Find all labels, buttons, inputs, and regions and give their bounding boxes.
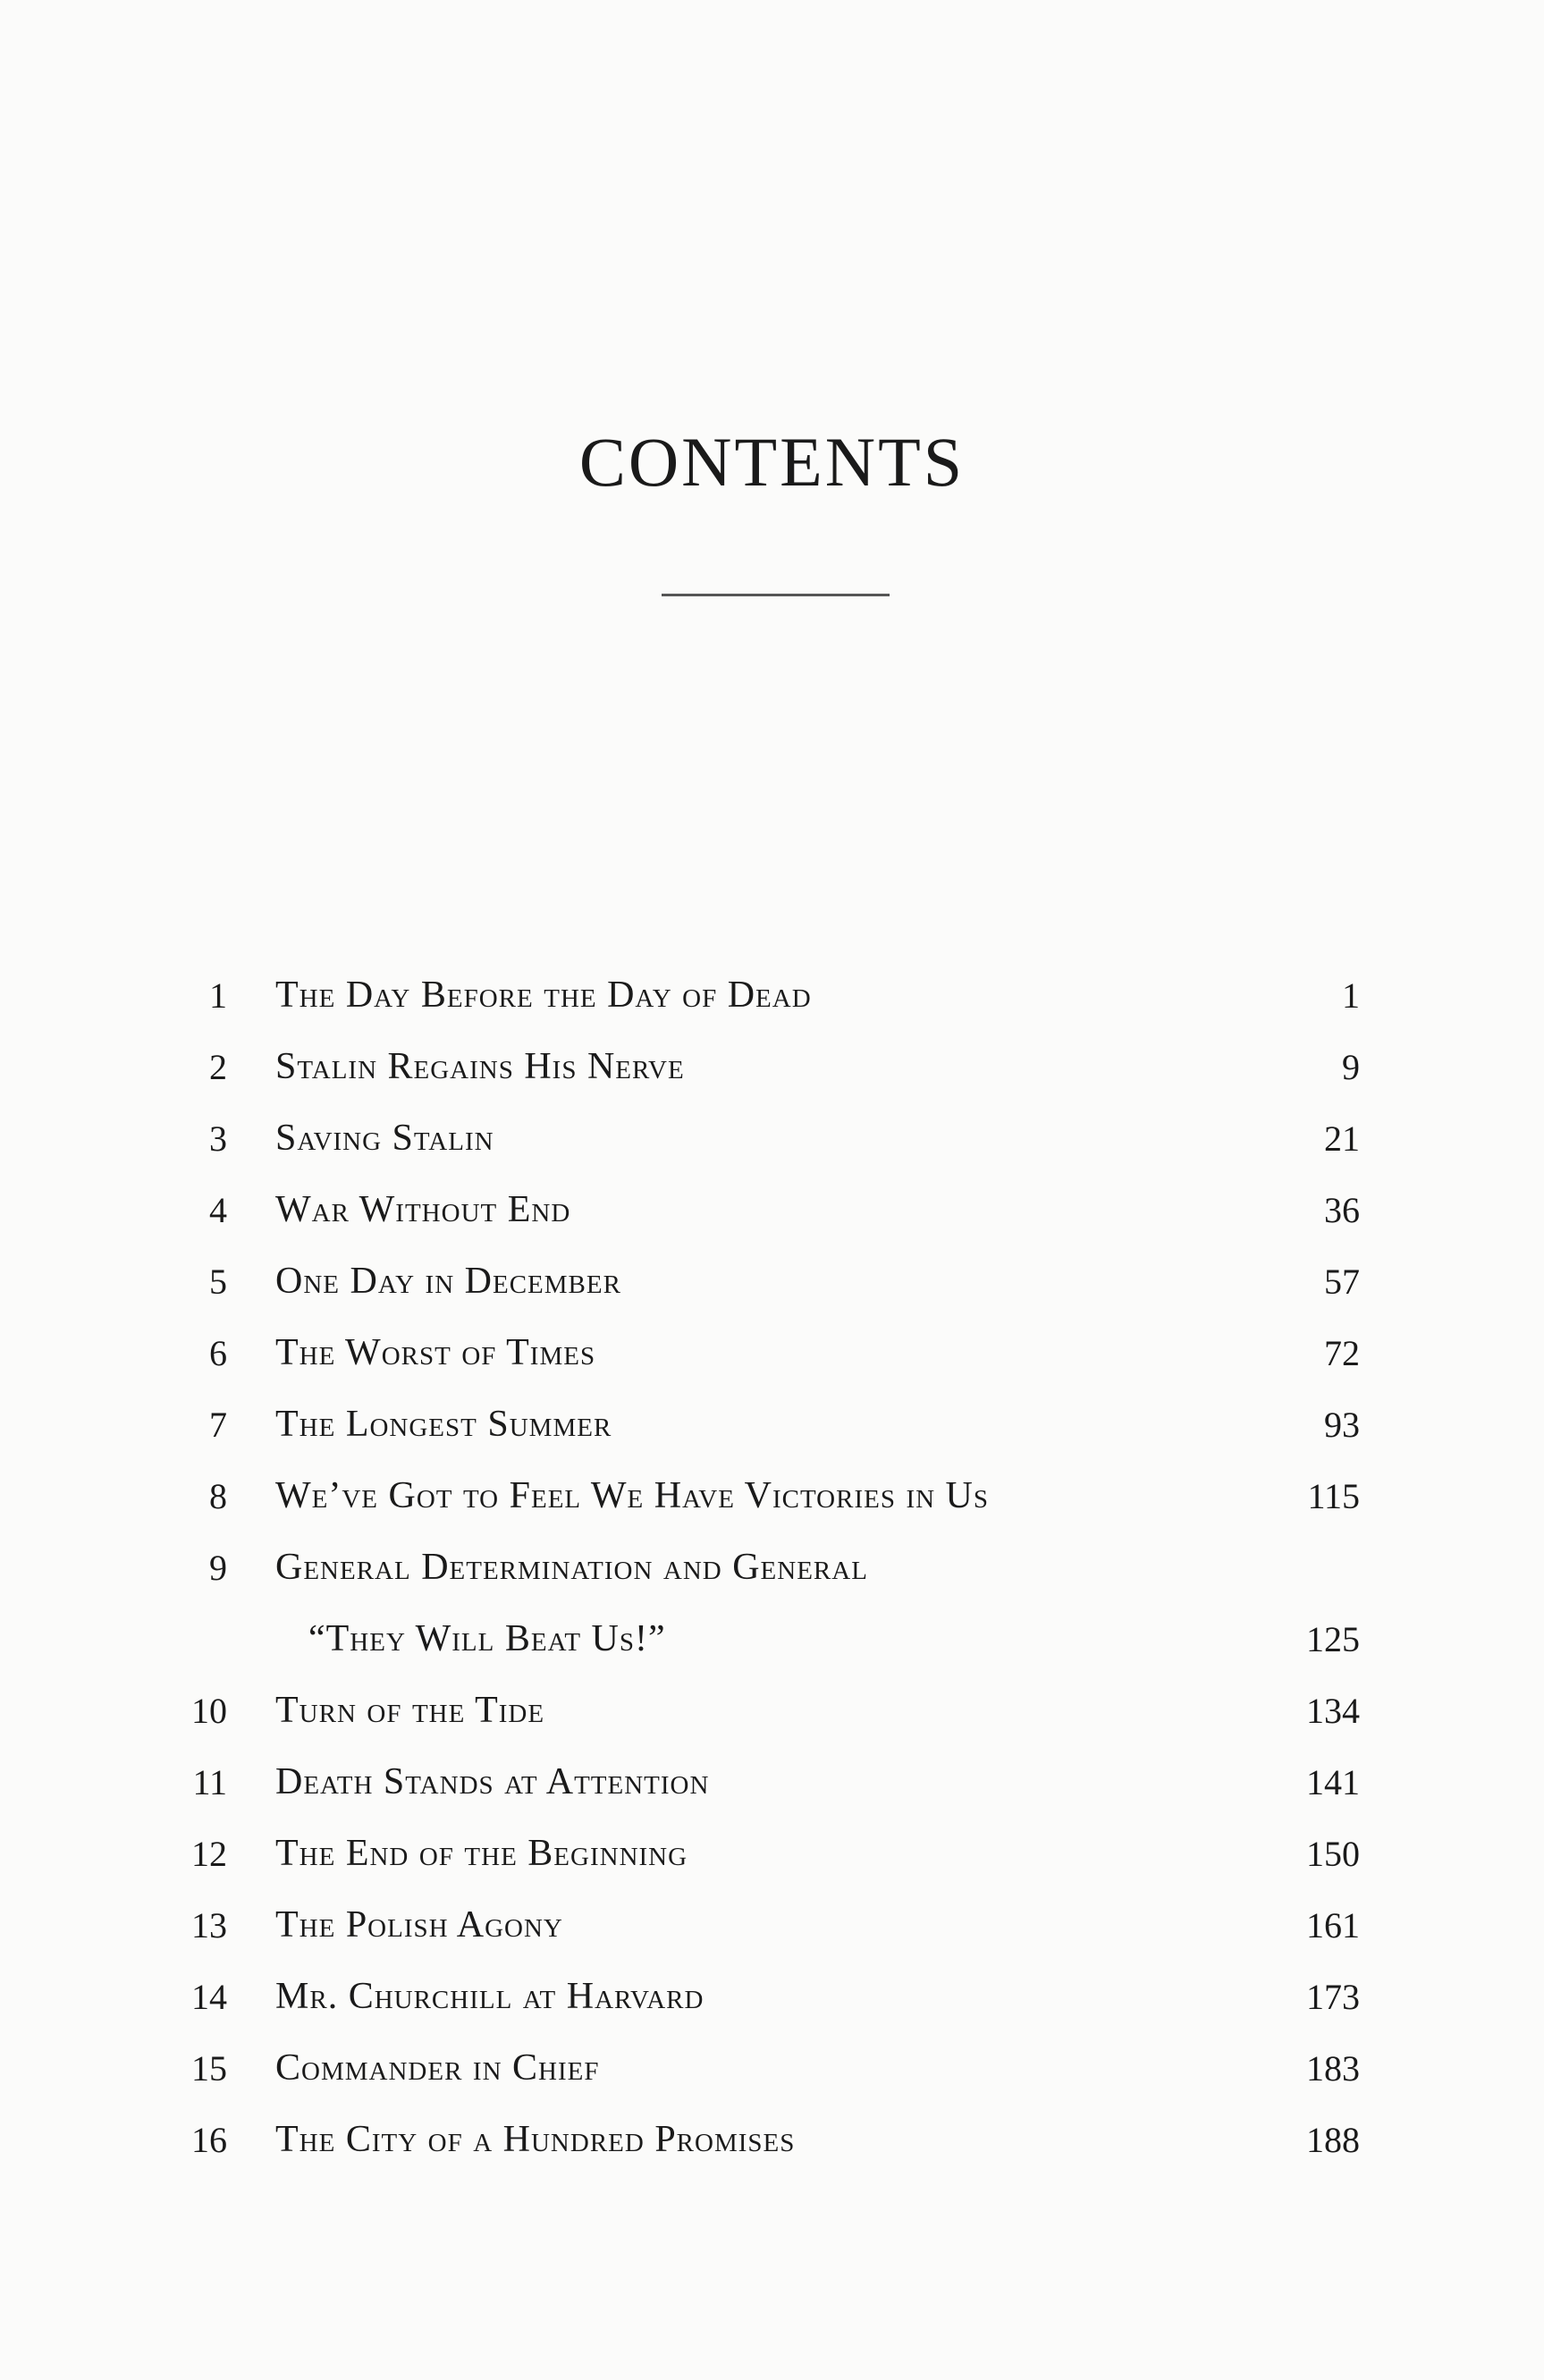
page-number: 21 bbox=[1324, 1118, 1360, 1159]
chapter-number: 8 bbox=[209, 1476, 227, 1516]
toc-entry-10 bbox=[0, 1681, 1544, 1752]
chapter-title: Commander in Chief bbox=[275, 2047, 600, 2089]
page-number: 134 bbox=[1306, 1691, 1360, 1731]
chapter-number: 14 bbox=[191, 1977, 227, 2017]
chapter-title: The End of the Beginning bbox=[275, 1833, 688, 1874]
toc-entry-9 bbox=[0, 1538, 1544, 1681]
chapter-title: Mr. Churchill at Harvard bbox=[275, 1976, 705, 2017]
toc-entry-8 bbox=[0, 1466, 1544, 1538]
chapter-number: 12 bbox=[191, 1834, 227, 1874]
toc-entry-1 bbox=[0, 966, 1544, 1037]
chapter-title: The Day Before the Day of Dead bbox=[275, 975, 812, 1016]
chapter-title: The Longest Summer bbox=[275, 1404, 612, 1445]
page-number: 141 bbox=[1306, 1762, 1360, 1802]
chapter-title: The City of a Hundred Promises bbox=[275, 2119, 796, 2160]
chapter-title: We’ve Got to Feel We Have Victories in Us bbox=[275, 1475, 990, 1516]
page-number: 115 bbox=[1307, 1476, 1360, 1516]
toc-entry-12 bbox=[0, 1824, 1544, 1895]
page-number: 150 bbox=[1306, 1834, 1360, 1874]
toc-entry-4 bbox=[0, 1180, 1544, 1252]
chapter-title: Stalin Regains His Nerve bbox=[275, 1046, 685, 1087]
chapter-number: 5 bbox=[209, 1262, 227, 1302]
chapter-number: 4 bbox=[209, 1190, 227, 1230]
chapter-number: 3 bbox=[209, 1118, 227, 1159]
toc-entry-16 bbox=[0, 2110, 1544, 2182]
page-number: 93 bbox=[1324, 1405, 1360, 1445]
toc-entry-13 bbox=[0, 1895, 1544, 1967]
chapter-number: 15 bbox=[191, 2048, 227, 2089]
page-number: 183 bbox=[1306, 2048, 1360, 2089]
toc-entry-3 bbox=[0, 1109, 1544, 1180]
chapter-title: The Worst of Times bbox=[275, 1332, 596, 1373]
page-title: CONTENTS bbox=[578, 423, 966, 501]
toc-entry-11 bbox=[0, 1752, 1544, 1824]
chapter-number: 10 bbox=[191, 1691, 227, 1731]
chapter-title: General Determination and General bbox=[275, 1547, 868, 1588]
chapter-number: 16 bbox=[191, 2120, 227, 2160]
page-number: 36 bbox=[1324, 1190, 1360, 1230]
chapter-title: Saving Stalin bbox=[275, 1118, 494, 1159]
page-number: 9 bbox=[1342, 1047, 1360, 1087]
page-number: 1 bbox=[1342, 975, 1360, 1016]
chapter-number: 6 bbox=[209, 1333, 227, 1373]
page-number: 161 bbox=[1306, 1905, 1360, 1945]
chapter-title: War Without End bbox=[275, 1189, 571, 1230]
toc-entry-14 bbox=[0, 1967, 1544, 2038]
chapter-number: 2 bbox=[209, 1047, 227, 1087]
page-number: 125 bbox=[1306, 1619, 1360, 1659]
chapter-title: One Day in December bbox=[275, 1261, 621, 1302]
toc-entry-15 bbox=[0, 2038, 1544, 2110]
title-rule bbox=[662, 594, 890, 596]
chapter-number: 1 bbox=[209, 975, 227, 1016]
chapter-number: 13 bbox=[191, 1905, 227, 1945]
chapter-number: 9 bbox=[209, 1548, 227, 1588]
chapter-title: Turn of the Tide bbox=[275, 1690, 545, 1731]
chapter-title-continued: “They Will Beat Us!” bbox=[308, 1618, 666, 1659]
chapter-number: 7 bbox=[209, 1405, 227, 1445]
page-number: 188 bbox=[1306, 2120, 1360, 2160]
toc-entry-7 bbox=[0, 1395, 1544, 1466]
chapter-title: The Polish Agony bbox=[275, 1904, 563, 1945]
chapter-title: Death Stands at Attention bbox=[275, 1761, 710, 1802]
page-number: 173 bbox=[1306, 1977, 1360, 2017]
chapter-number: 11 bbox=[192, 1762, 227, 1802]
toc-entry-5 bbox=[0, 1252, 1544, 1323]
page-number: 57 bbox=[1324, 1262, 1360, 1302]
toc-entry-2 bbox=[0, 1037, 1544, 1109]
toc-entry-6 bbox=[0, 1323, 1544, 1395]
page-number: 72 bbox=[1324, 1333, 1360, 1373]
